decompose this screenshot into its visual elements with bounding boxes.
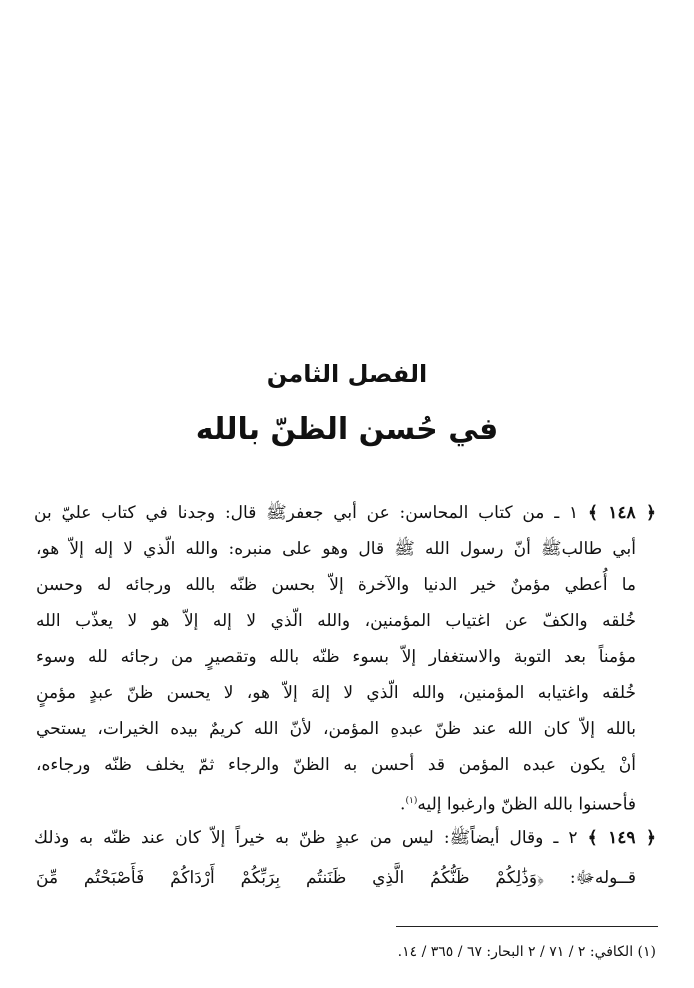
hadith-number: ﴿ ١٤٩ ﴾ bbox=[587, 828, 656, 848]
hadith-148-line-5: مؤمناً بعد التوبة والاستغفار إلاّ بسوء ظنّه بالله وتقصيرٍ من رجائه لله وسوء bbox=[36, 647, 636, 667]
hadith-text: فأحسنوا بالله الظنّ وارغبوا إليه bbox=[417, 794, 636, 815]
hadith-148-line-2: أبي طالبﷺ أنّ رسول الله ﷺ قال وهو على منبره: والله الّذي لا إله إلاّ هو، bbox=[36, 539, 636, 559]
hadith-148-line-9: فأحسنوا بالله الظنّ وارغبوا إليه$^{(١)}$. bbox=[400, 794, 636, 815]
hadith-148-line-6: خُلقه واغتيابه المؤمنين، والله الّذي لا إلهَ إلاّ هو، لا يحسن ظنّ عبدٍ مؤمنٍ bbox=[36, 683, 636, 703]
hadith-text: ٢ ـ وقال أيضاًﷺ: ليس من عبدٍ ظنّ به خيراً إلاّ كان عند ظنّه به وذلك bbox=[34, 828, 578, 848]
hadith-149-line-1 bbox=[34, 820, 656, 856]
hadith-148-line-7: بالله إلاّ كان الله عند ظنّ عبدهِ المؤمن، لأنّ الله كريمٌ بيده الخيرات، يستحي bbox=[36, 719, 636, 739]
chapter-title: في حُسن الظنّ بالله bbox=[195, 412, 499, 447]
footnote: (١) الكافي: ٢ / ٧١ / ٢ البحار: ٦٧ / ٣٦٥ / ١٤. bbox=[397, 944, 656, 960]
hadith-148-line-4: خُلقه والكفّ عن اغتياب المؤمنين، والله الّذي لا إله إلاّ هو لا يعذّب الله bbox=[36, 611, 636, 631]
chapter-heading: الفصل الثامن bbox=[266, 360, 428, 388]
footnote-divider bbox=[396, 926, 658, 927]
footnote-ref: (١) bbox=[405, 796, 418, 806]
hadith-number: ﴿ ١٤٨ ﴾ bbox=[588, 503, 656, 523]
hadith-148-line-1 bbox=[34, 495, 656, 531]
hadith-text: ١ ـ من كتاب المحاسن: عن أبي جعفرﷺ قال: وجدنا في كتاب عليّ بن bbox=[34, 503, 579, 523]
hadith-148-line-8: أنْ يكون عبده المؤمن قد أحسن به الظنّ والرجاء ثمّ يخلف ظنّه ورجاءه، bbox=[36, 755, 636, 775]
hadith-148-line-3: ما أُعطي مؤمنٌ خير الدنيا والآخرة إلاّ بحسن ظنّه بالله ورجائه له وحسن bbox=[36, 575, 636, 595]
hadith-149-line-2: قــولهﷻ: ﴿وَذَٰلِكُمْ ظَنُّكُمُ الَّذِي ظَنَنتُم بِرَبِّكُمْ أَرْدَاكُمْ فَأَصْبَحْتُم مِّنَ bbox=[36, 868, 636, 888]
